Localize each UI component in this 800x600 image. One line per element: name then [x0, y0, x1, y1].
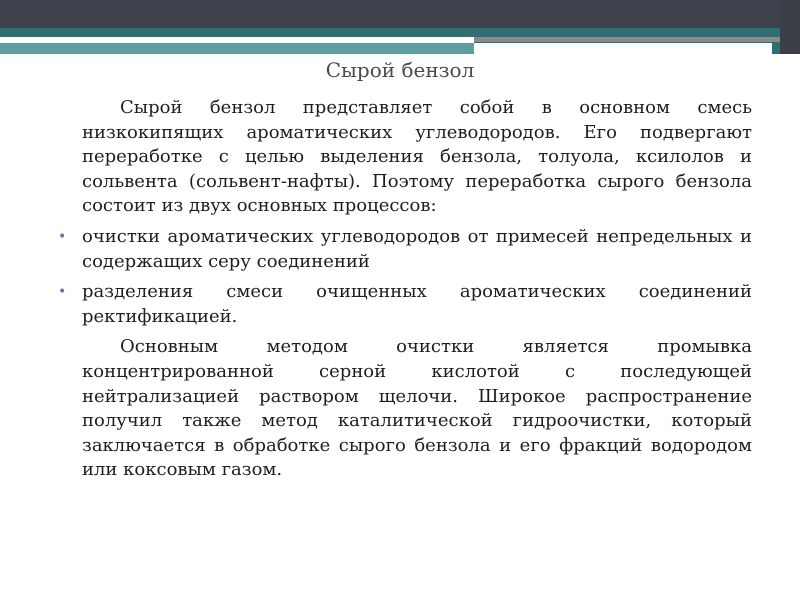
bullet-text: разделения смеси очищенных ароматических соединений ректификацией. — [82, 281, 752, 327]
header-notch — [474, 43, 772, 54]
bullet-text: очистки ароматических углеводородов от примесей непредельных и содержащих серу соединений — [82, 225, 752, 272]
bullet-dot-icon: • — [58, 228, 67, 245]
header-right-edge — [780, 0, 800, 54]
bullet-list — [58, 225, 752, 329]
paragraph-method: Основным методом очистки является промывка концентрированной серной кислотой с последующей нейтрализацией раствором щелочи. Широкое распространение получил также метод каталитической гидроочистки, который заключается в обработке сырого бензола и его фракций водородом или коксовым газом. — [82, 336, 752, 481]
bullet-item — [58, 280, 752, 329]
header-band-teal-lower — [0, 43, 474, 54]
slide-content — [58, 96, 752, 489]
header-gray-strip — [474, 37, 780, 42]
header-bar-dark — [0, 0, 800, 28]
slide-title: Сырой бензол — [325, 58, 475, 82]
bullet-item — [58, 225, 752, 274]
paragraph-intro: Сырой бензол представляет собой в основном смесь низкокипящих ароматических углеводородов. Его подвергают переработке с целью выделения бензола, толуола, ксилолов и сольвента (сольвент-нафты). Поэтому переработка сырого бензола состоит из двух основных процессов: — [82, 97, 752, 217]
bullet-dot-icon: • — [58, 284, 67, 301]
